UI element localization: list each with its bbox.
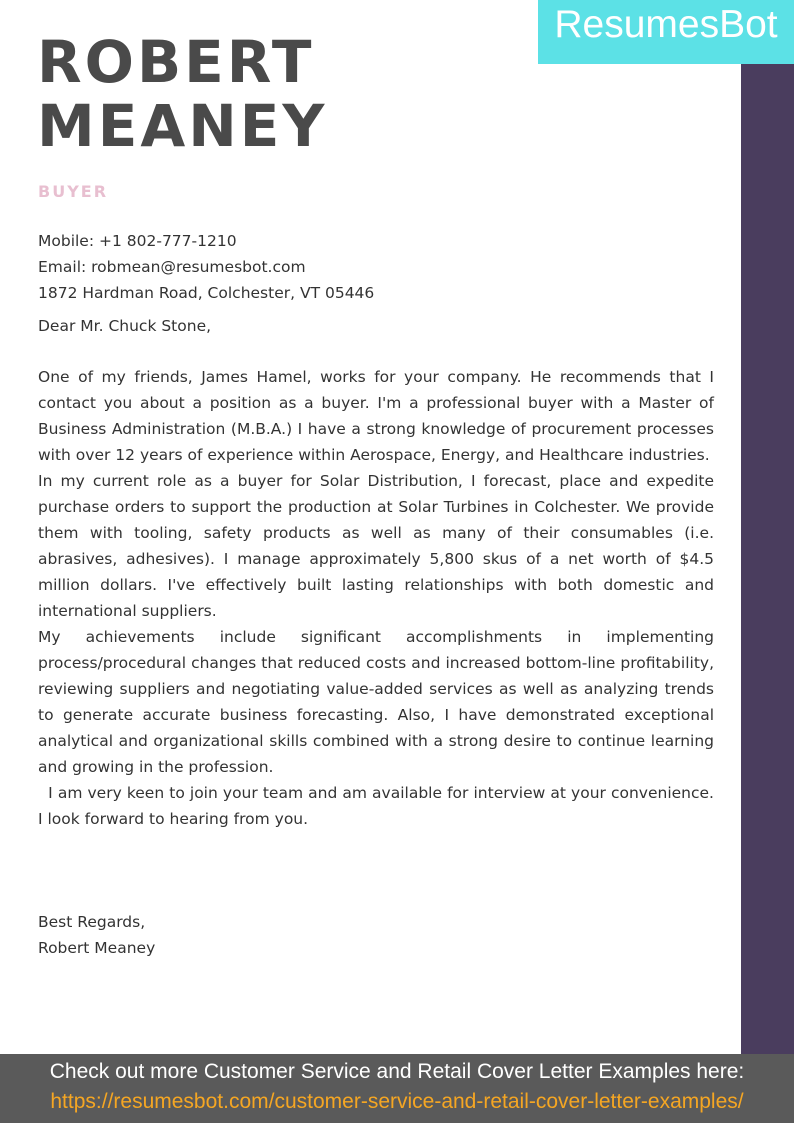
contact-email: Email: robmean@resumesbot.com [38, 258, 306, 276]
salutation: Dear Mr. Chuck Stone, [38, 317, 212, 335]
contact-block [38, 228, 374, 306]
letter-paragraph: I am very keen to join your team and am available for interview at your convenience. I look forward to hearing from you. [38, 784, 719, 828]
letter-body [38, 364, 719, 832]
closing-phrase: Best Regards, [38, 913, 146, 931]
signature-name: Robert Meaney [38, 939, 156, 957]
closing-block [38, 909, 155, 961]
candidate-first-name: ROBERT [37, 28, 315, 96]
brand-logo-text: ResumesBot [554, 3, 778, 46]
contact-mobile: Mobile: +1 802-777-1210 [38, 232, 237, 250]
sidebar-accent-bar [741, 0, 794, 1123]
brand-logo [538, 0, 794, 64]
contact-address: 1872 Hardman Road, Colchester, VT 05446 [38, 284, 375, 302]
job-title: BUYER [38, 182, 109, 201]
letter-paragraph: My achievements include significant accomplishments in implementing process/procedural changes that reduced costs and increased bottom-line profitability, reviewing suppliers and negotiating value-added services as well as analyzing trends to generate accurate business forecasting. Also, I have demonstrated exceptional analytical and organizational skills combined with a strong desire to continue learning and growing in the profession. [38, 628, 714, 776]
candidate-last-name: MEANEY [37, 92, 328, 160]
footer-banner [0, 1054, 794, 1123]
candidate-name [37, 30, 517, 158]
letter-paragraph: One of my friends, James Hamel, works for your company. He recommends that I contact you about a position as a buyer. I'm a professional buyer with a Master of Business Administration (M.B.A.) I have a strong knowledge of procurement processes with over 12 years of experience within Aerospace, Energy, and Healthcare industries. [38, 368, 714, 464]
letter-paragraph: In my current role as a buyer for Solar Distribution, I forecast, place and expedite purchase orders to support the production at Solar Turbines in Colchester. We provide them with tooling, safety products as well as many of their consumables (i.e. abrasives, adhesives). I manage approximately 5,800 skus of a net worth of $4.5 million dollars. I've effectively built lasting relationships with both domestic and international suppliers. [38, 472, 714, 620]
footer-text: Check out more Customer Service and Retail Cover Letter Examples here: [49, 1060, 745, 1083]
footer-link[interactable]: https://resumesbot.com/customer-service-and-retail-cover-letter-examples/ [50, 1090, 744, 1113]
